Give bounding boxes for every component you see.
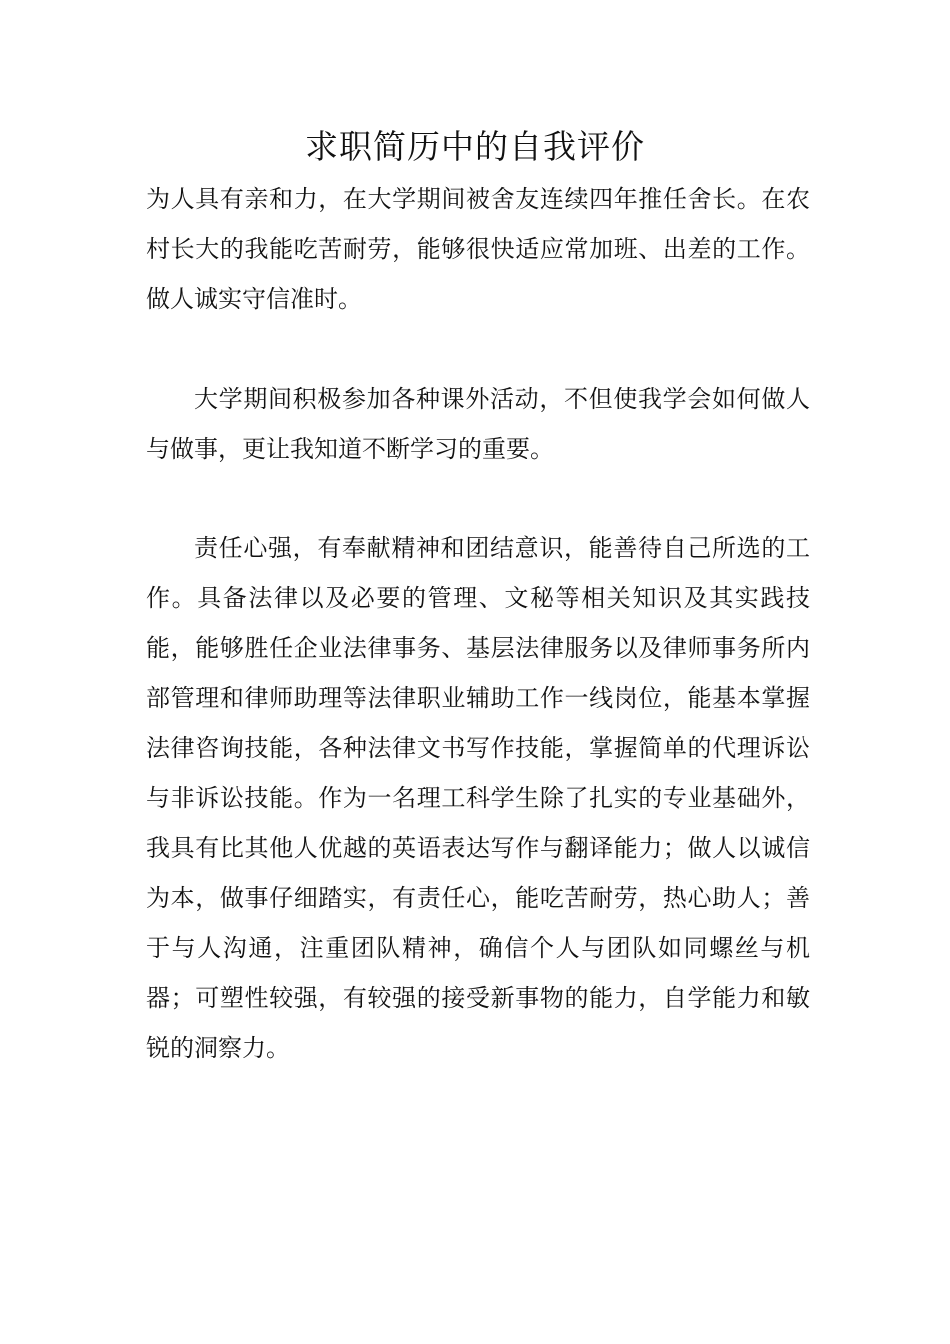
paragraph-activities: 大学期间积极参加各种课外活动，不但使我学会如何做人与做事，更让我知道不断学习的重要。 <box>146 385 810 463</box>
paragraph-personality: 为人具有亲和力，在大学期间被舍友连续四年推任舍长。在农村长大的我能吃苦耐劳，能够很快适应常加班、出差的工作。做人诚实守信准时。 <box>146 185 810 313</box>
paragraph-skills: 责任心强，有奉献精神和团结意识，能善待自己所选的工作。具备法律以及必要的管理、文秘等相关知识及其实践技能，能够胜任企业法律事务、基层法律服务以及律师事务所内部管理和律师助理等法律职业辅助工作一线岗位，能基本掌握法律咨询技能，各种法律文书写作技能，掌握简单的代理诉讼与非诉讼技能。作为一名理工科学生除了扎实的专业基础外，我具有比其他人优越的英语表达写作与翻译能力；做人以诚信为本，做事仔细踏实，有责任心，能吃苦耐劳，热心助人；善于与人沟通，注重团队精神，确信个人与团队如同螺丝与机器；可塑性较强，有较强的接受新事物的能力，自学能力和敏锐的洞察力。 <box>146 534 810 1062</box>
document-title: 求职简历中的自我评价 <box>305 127 645 166</box>
